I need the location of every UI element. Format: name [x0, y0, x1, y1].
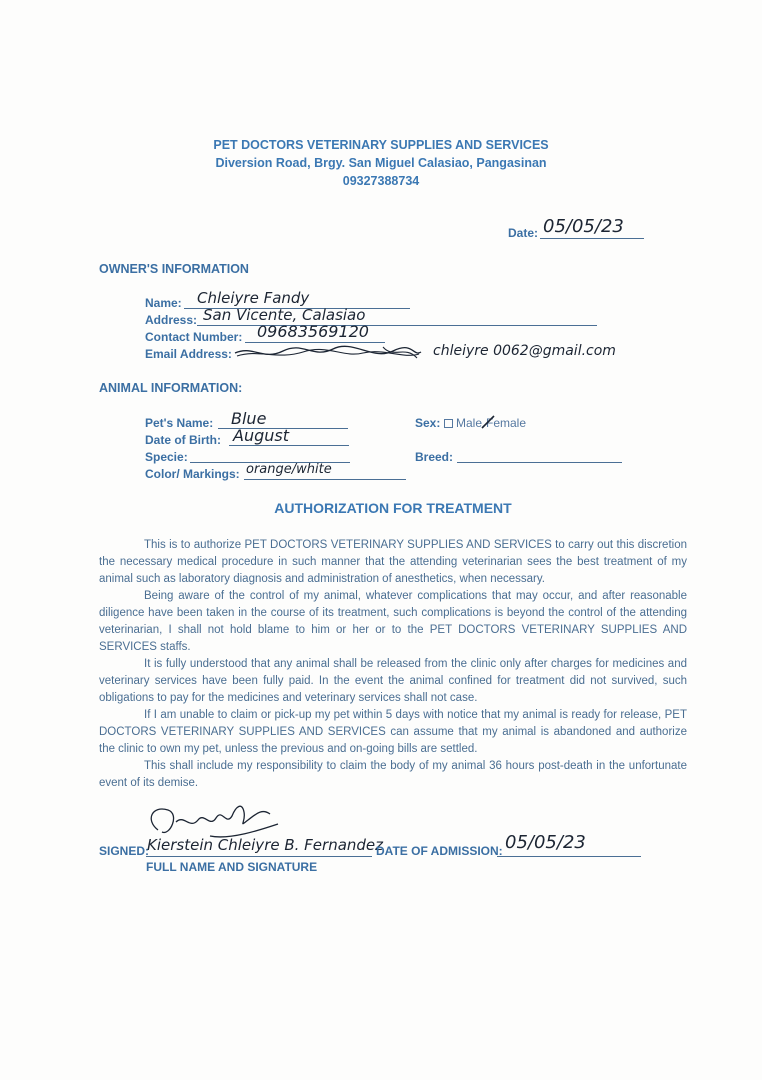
owner-section-title: OWNER'S INFORMATION — [99, 262, 249, 276]
full-name-label: FULL NAME AND SIGNATURE — [146, 860, 318, 874]
owner-name-value: Chleiyre Fandy — [197, 289, 310, 307]
dob-line — [229, 445, 349, 446]
signed-value: Kierstein Chleiyre B. Fernandez — [147, 836, 384, 854]
specie-label: Specie: — [145, 450, 188, 464]
color-markings-label: Color/ Markings: — [145, 467, 240, 481]
owner-email-label: Email Address: — [145, 347, 232, 361]
pet-name-label: Pet's Name: — [145, 416, 214, 430]
color-markings-line — [244, 479, 406, 480]
pet-name-value: Blue — [231, 409, 267, 428]
authorization-body — [99, 537, 687, 792]
crossed-out-scribble — [233, 343, 423, 363]
dob-value: August — [233, 426, 289, 445]
authorization-paragraph: It is fully understood that any animal shall be released from the clinic only after charges for medicines and veterinary services have been fully paid. In the event the animal confined for treatment did not survived, such obligations to pay for the medicines and veterinary services shall not case. — [99, 658, 687, 704]
business-name: PET DOCTORS VETERINARY SUPPLIES AND SERVICES — [213, 138, 549, 152]
authorization-paragraph: This shall include my responsibility to claim the body of my animal 36 hours post-death in the unfortunate event of its demise. — [99, 760, 687, 789]
business-address: Diversion Road, Brgy. San Miguel Calasiao, Pangasinan — [215, 156, 547, 170]
owner-name-label: Name: — [145, 296, 182, 310]
owner-email-value: chleiyre 0062@gmail.com — [433, 343, 616, 359]
owner-contact-value: 09683569120 — [257, 322, 369, 341]
authorization-paragraph: Being aware of the control of my animal, whatever complications that may occur, and after reasonable diligence have been taken in the course of its treatment, such complications is beyond the control of the attending veterinarian, I shall not hold blame to him or her or to the PET DOCTORS VETERINARY SUPPLIES AND SERVICES staffs. — [99, 590, 687, 653]
female-check-mark — [480, 414, 496, 430]
sex-option-male[interactable] — [444, 416, 482, 430]
authorization-paragraph: This is to authorize PET DOCTORS VETERINARY SUPPLIES AND SERVICES to carry out this discretion the necessary medical procedure in such manner that the attending veterinarian sees the best treatment of my animal such as laboratory diagnosis and administration of anesthetics, when necessary. — [99, 539, 687, 585]
sex-label: Sex: — [415, 416, 441, 430]
owner-address-label: Address: — [145, 313, 198, 327]
admission-date-label: DATE OF ADMISSION: — [376, 844, 503, 858]
owner-address-value: San Vicente, Calasiao — [203, 306, 366, 324]
authorization-title: AUTHORIZATION FOR TREATMENT — [274, 500, 512, 516]
date-value: 05/05/23 — [543, 216, 624, 237]
signed-line — [146, 856, 372, 857]
admission-date-value: 05/05/23 — [505, 832, 586, 853]
animal-section-title: ANIMAL INFORMATION: — [99, 381, 243, 395]
sex-option-male-label: Male — [456, 416, 483, 430]
dob-label: Date of Birth: — [145, 433, 221, 447]
business-phone: 09327388734 — [342, 174, 420, 188]
signed-label: SIGNED: — [99, 844, 150, 858]
owner-contact-label: Contact Number: — [145, 330, 243, 344]
sex-option-female-label: Female — [486, 416, 527, 430]
color-markings-value: orange/white — [246, 462, 332, 477]
checkbox-male[interactable] — [444, 419, 453, 428]
breed-line — [457, 462, 622, 463]
date-line — [540, 238, 644, 239]
admission-date-line — [497, 856, 641, 857]
authorization-paragraph: If I am unable to claim or pick-up my pet within 5 days with notice that my animal is ready for release, PET DOCTORS VETERINARY SUPPLIES AND SERVICES can assume that my animal is abandoned and authorize the clinic to own my pet, unless the previous and on-going bills are settled. — [99, 709, 687, 755]
date-label: Date: — [508, 226, 539, 240]
breed-label: Breed: — [415, 450, 454, 464]
